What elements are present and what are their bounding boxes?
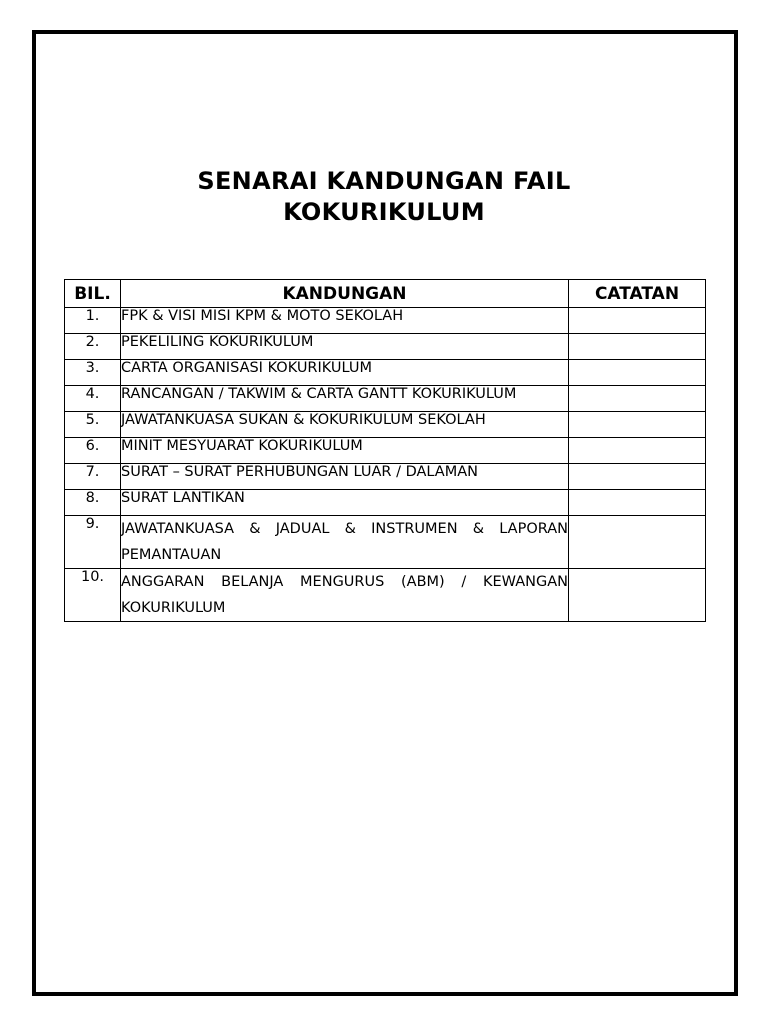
table-row	[65, 438, 706, 464]
row-catatan	[569, 516, 706, 569]
table-row	[65, 334, 706, 360]
row-bil: 9.	[65, 516, 121, 569]
table-row	[65, 386, 706, 412]
row-kandungan: JAWATANKUASA & JADUAL & INSTRUMEN & LAPORAN PEMANTAUAN	[121, 516, 569, 569]
title-line-1: SENARAI KANDUNGAN FAIL	[197, 167, 571, 195]
row-bil: 4.	[65, 386, 121, 412]
header-catatan: CATATAN	[569, 280, 706, 308]
row-bil: 6.	[65, 438, 121, 464]
row-catatan	[569, 308, 706, 334]
row-catatan	[569, 386, 706, 412]
row-bil: 2.	[65, 334, 121, 360]
table-row	[65, 360, 706, 386]
row-bil: 10.	[65, 569, 121, 622]
page-title	[0, 166, 768, 228]
table-row	[65, 464, 706, 490]
row-kandungan: JAWATANKUASA SUKAN & KOKURIKULUM SEKOLAH	[121, 412, 569, 438]
contents-table	[64, 279, 706, 622]
row-kandungan: MINIT MESYUARAT KOKURIKULUM	[121, 438, 569, 464]
row-catatan	[569, 334, 706, 360]
row-catatan	[569, 490, 706, 516]
table-row	[65, 516, 706, 569]
row-bil: 8.	[65, 490, 121, 516]
row-kandungan: ANGGARAN BELANJA MENGURUS (ABM) / KEWANGAN KOKURIKULUM	[121, 569, 569, 622]
row-kandungan: PEKELILING KOKURIKULUM	[121, 334, 569, 360]
row-bil: 3.	[65, 360, 121, 386]
row-catatan	[569, 438, 706, 464]
row-kandungan: FPK & VISI MISI KPM & MOTO SEKOLAH	[121, 308, 569, 334]
row-catatan	[569, 569, 706, 622]
table-row	[65, 569, 706, 622]
row-bil: 7.	[65, 464, 121, 490]
row-catatan	[569, 360, 706, 386]
row-kandungan: SURAT LANTIKAN	[121, 490, 569, 516]
row-bil: 1.	[65, 308, 121, 334]
table-row	[65, 308, 706, 334]
row-catatan	[569, 412, 706, 438]
table-row	[65, 490, 706, 516]
row-catatan	[569, 464, 706, 490]
row-kandungan: CARTA ORGANISASI KOKURIKULUM	[121, 360, 569, 386]
row-kandungan: SURAT – SURAT PERHUBUNGAN LUAR / DALAMAN	[121, 464, 569, 490]
table-header-row	[65, 280, 706, 308]
header-kandungan: KANDUNGAN	[121, 280, 569, 308]
row-bil: 5.	[65, 412, 121, 438]
row-kandungan: RANCANGAN / TAKWIM & CARTA GANTT KOKURIKULUM	[121, 386, 569, 412]
title-line-2: KOKURIKULUM	[283, 198, 485, 226]
header-bil: BIL.	[65, 280, 121, 308]
table-row	[65, 412, 706, 438]
